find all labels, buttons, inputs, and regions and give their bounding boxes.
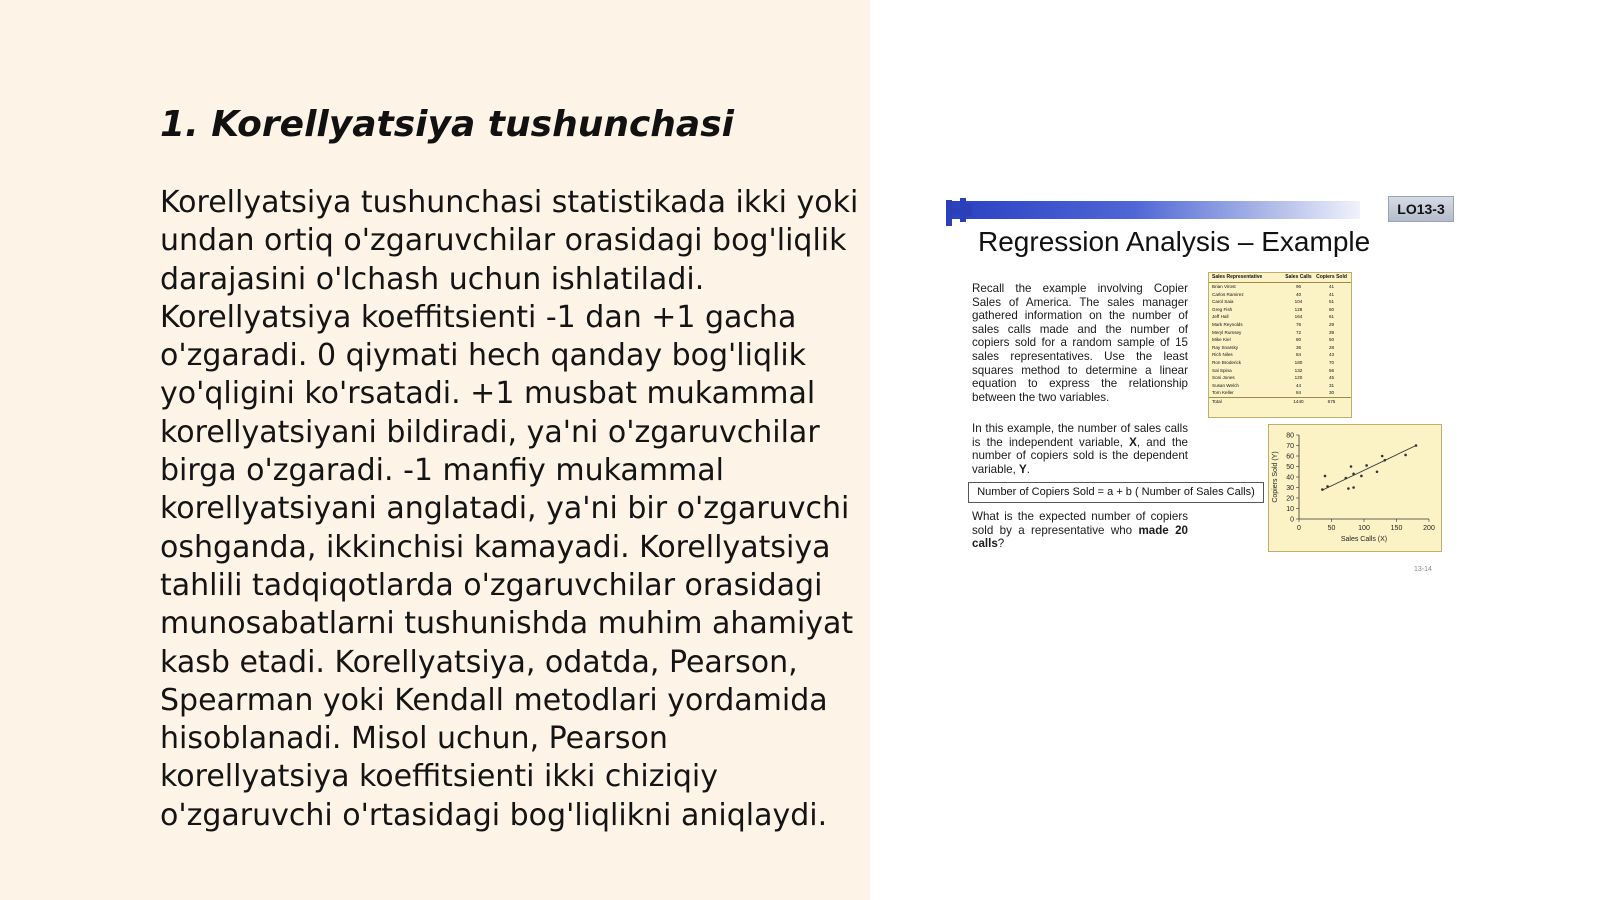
y-tick-label: 40 [1286,474,1294,482]
table-row: Soni Jones 120 45 [1212,375,1335,381]
table-row: Carlos Ramirez 40 41 [1212,291,1335,297]
x-axis-label: Sales Calls (X) [1340,536,1388,543]
table-row: Mark Reynolds 76 29 [1212,321,1335,327]
data-point [1376,470,1379,473]
data-point [1384,459,1387,462]
data-point [1365,464,1368,467]
table-row: Jeff Hall 164 61 [1212,314,1335,320]
data-point [1347,487,1350,490]
table-row: Meryl Rumsey 72 39 [1212,329,1335,335]
y-tick-label: 70 [1286,443,1294,450]
table-row: Sal Spina 132 56 [1212,367,1335,373]
table-row: Tom Keller 84 30 [1212,390,1335,396]
sales-data-table [1208,272,1352,418]
logo-icon [946,196,980,226]
example-slide-image [948,196,1458,576]
y-tick-label: 0 [1290,516,1294,524]
data-point [1404,454,1407,457]
x-tick-label: 100 [1358,525,1370,532]
y-tick-label: 20 [1286,495,1294,503]
data-point [1324,475,1327,478]
y-tick-label: 60 [1286,453,1294,461]
table-row: Mike Kiel 80 50 [1212,337,1335,343]
data-point [1352,486,1355,489]
data-point [1360,475,1363,478]
example-title: Regression Analysis – Example [978,226,1371,257]
table-row: Rich Niles 84 43 [1212,352,1335,358]
data-point [1350,465,1353,468]
data-point [1381,455,1384,458]
lo-badge: LO13-3 [1388,196,1454,222]
y-tick-label: 80 [1286,432,1294,440]
data-point [1345,477,1348,480]
example-paragraph-1: Recall the example involving Copier Sales of America. The sales manager gathered information on the number of sales calls made and the number of copiers sold for a random sample of 15 sales representatives. Use the least squares method to determine a linear equation to express the relationship between the two variables. [972,282,1188,404]
table-total-row: Total 1440 675 [1209,397,1351,406]
table-row: Brian Virost 96 41 [1212,284,1335,289]
page-number: 13-14 [1414,566,1432,573]
formula-box: Number of Copiers Sold = a + b ( Number of Sales Calls) [968,482,1264,503]
table-row: Carol Saia 104 51 [1212,299,1335,305]
x-tick-label: 150 [1390,525,1403,532]
example-paragraph-2: In this example, the number of sales calls is the independent variable, X, and the number of copiers sold is the dependent variable, Y. [972,422,1189,476]
table-row: Greg Fish 128 60 [1212,306,1335,312]
y-tick-label: 50 [1286,464,1294,471]
y-tick-label: 10 [1286,506,1294,513]
slide-body-text: Korellyatsiya tushunchasi statistikada ikki yoki undan ortiq o'zgaruvchilar orasidagi bog'liqlik darajasini o'lchash uchun ishlatiladi. Korellyatsiya koeffitsienti -1 dan +1 gacha o'zgaradi. 0 qiymati hech qanday bog'liqlik yo'qligini ko'rsatadi. +1 musbat mukammal korellyatsiyani bildiradi, ya'ni o'zgaruvchilar birga o'zgaradi. -1 manfiy mukammal korellyatsiyani anglatadi, ya'ni bir o'zgaruvchi oshganda, ikkinchisi kamayadi. Korellyatsiya tahlili tadqiqotlarda o'zgaruvchilar orasidagi munosabatlarni tushunishda muhim ahamiyat kasb etadi. Korellyatsiya, odatda, Pearson, Spearman yoki Kendall metodlari yordamida hisoblanadi. Misol uchun, Pearson korellyatsiya koeffitsienti ikki chiziqiy o'zgaruvchi o'rtasidagi bog'liqlikni aniqlaydi. [160,185,859,833]
x-tick-label: 50 [1327,525,1336,532]
regression-line [1322,446,1416,491]
table-row: Susan Welch 44 31 [1212,382,1335,388]
data-point [1352,473,1355,476]
data-point [1321,488,1324,491]
data-point [1415,444,1418,447]
data-point [1326,485,1329,488]
table-header: Sales Representative Sales Calls Copiers Sold [1209,273,1351,283]
slide-title: 1. Korellyatsiya tushunchasi [160,104,734,145]
y-axis-label: Copiers Sold (Y) [1272,451,1279,503]
y-tick-label: 30 [1286,485,1294,492]
x-tick-label: 200 [1423,525,1435,532]
x-tick-label: 0 [1297,525,1301,532]
example-paragraph-3: What is the expected number of copiers sold by a representative who made 20 calls? [972,510,1189,551]
table-row: Ron Broderick 180 70 [1212,359,1335,365]
table-row: Ray Snarsky 36 28 [1212,344,1335,350]
header-gradient-bar [948,201,1360,219]
scatter-chart [1268,424,1442,552]
